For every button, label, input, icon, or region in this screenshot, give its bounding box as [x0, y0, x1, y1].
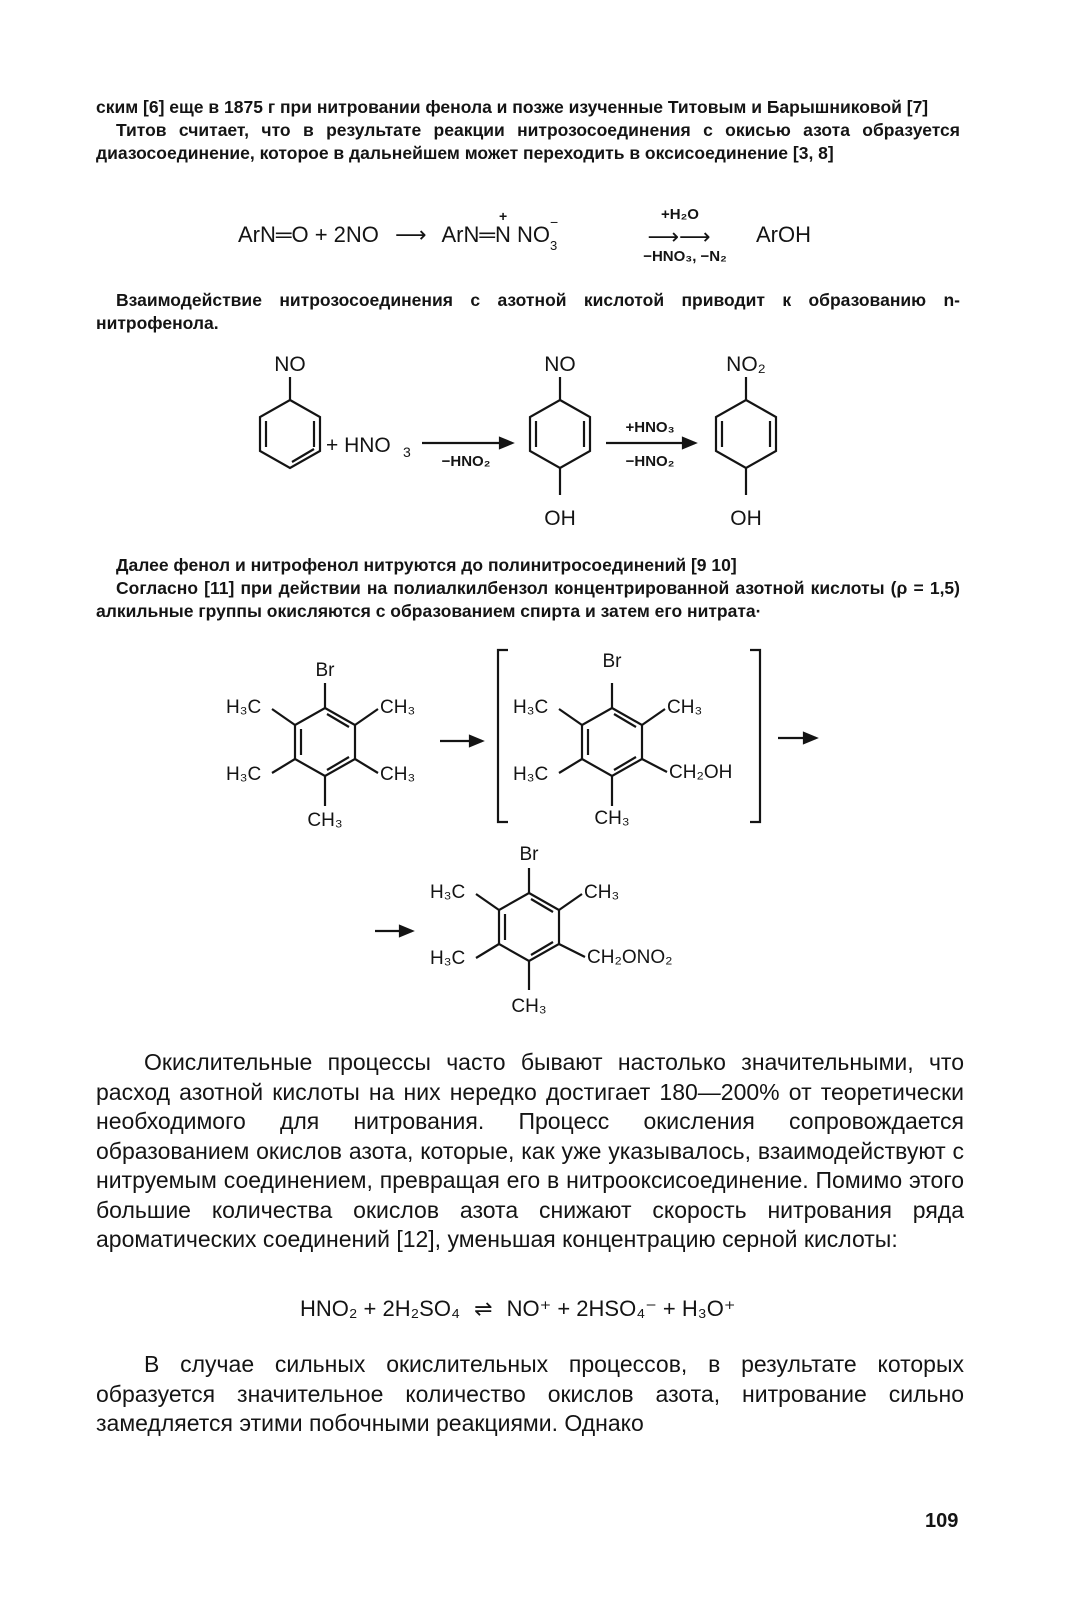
label-plus-hno3: + HNO [326, 434, 391, 457]
equilibrium-arrow: ⇌ [474, 1296, 493, 1321]
text-block: Окислительные процессы часто бывают настолько значительными, что расход азотной кислоты на них нередко достигает 180—200% от теоретически необходимого для нитрования. Процесс окисления сопровождается образованием окислов азота, которые, как уже указывалось, взаимодействуют с нитруемым соединением, превращая его в нитрооксисоединение. Помимо этого большие количества окислов азота снижают скорость нитрования ряда ароматических соединений [12], уменьшая концентрацию серной кислоты: [96, 1049, 964, 1252]
paragraph-nitrophenol: Взаимодействие нитрозосоединения с азотной кислотой приводит к образованию n-нитрофенола. [96, 290, 960, 333]
text-line: Согласно [11] при действии на полиалкилбензол концентрированной азотной кислоты (ρ = 1,5) алкильные группы окисляются с образованием спирта и затем его нитрата· [96, 578, 960, 621]
label-ch3: CH₃ [511, 996, 547, 1017]
paragraph-conclusion [96, 1350, 964, 1439]
label-h3c: H₃C [513, 764, 549, 785]
eq-right: ArOH [756, 222, 811, 247]
long-arrow: ⟶⟶ [647, 224, 711, 249]
label-h3c: H₃C [226, 764, 262, 785]
label-h3c: H₃C [226, 697, 262, 718]
label-h3c: H₃C [513, 697, 549, 718]
equation-hno2 [300, 1296, 735, 1322]
benzene-ring [260, 400, 320, 468]
text-line: Титов считает, что в результате реакции нитрозосоединения с окисью азота образуется диазосоединение, которое в дальнейшем может переходить в оксисоединение [3, 8] [96, 120, 960, 163]
eq-left: ArN═O + 2NO [238, 222, 379, 247]
arrow-over-text: +H₂O [661, 206, 699, 223]
eq-mid-no: NO [516, 222, 550, 247]
label-ch3: CH₃ [594, 808, 630, 829]
text-line: ским [6] еще в 1875 г при нитровании фенола и позже изученные Титовым и Барышниковой [7] [96, 97, 929, 117]
eq-mid: ArN═ [441, 222, 495, 247]
eq-sup: − [549, 214, 559, 230]
label-oh: OH [730, 507, 762, 530]
label-br: Br [315, 660, 335, 681]
label-h3c: H₃C [430, 882, 466, 903]
eq-sub: 3 [549, 238, 558, 253]
label-minus-hno2: −HNO₂ [441, 453, 491, 470]
label-no: NO [544, 353, 576, 376]
label-ch2oh: CH₂OH [669, 762, 733, 783]
label-br: Br [602, 651, 622, 672]
label-br: Br [519, 844, 539, 865]
label-h3c: H₃C [430, 948, 466, 969]
label-sub: 3 [403, 444, 411, 460]
eq-right: NO⁺ + 2HSO₄⁻ + H₃O⁺ [506, 1296, 736, 1321]
label-ch3: CH₃ [380, 764, 416, 785]
label-no2: NO₂ [726, 353, 766, 376]
label-ch2ono2: CH₂ONO₂ [587, 947, 673, 968]
label-ch3: CH₃ [667, 697, 703, 718]
eq-mid-n: N + [494, 208, 511, 247]
text-line: Далее фенол и нитрофенол нитруются до полинитросоединений [9 10] [116, 555, 737, 575]
arrow-under-text: −HNO₃, −N₂ [643, 248, 727, 265]
label-oh: OH [544, 507, 576, 530]
paragraph-polyalkyl [96, 554, 960, 623]
label-plus-hno3: +HNO₃ [625, 419, 675, 436]
label-ch3: CH₃ [307, 810, 343, 831]
text-block: В случае сильных окислительных процессов, в результате которых образуется значительное количество окислов азота, нитрование сильно замедляется этими побочными реакциями. Однако [96, 1351, 964, 1436]
label-ch3: CH₃ [584, 882, 620, 903]
label-ch3: CH₃ [380, 697, 416, 718]
label-no: NO [274, 353, 306, 376]
eq-left: HNO₂ + 2H₂SO₄ [300, 1296, 460, 1321]
label-minus-hno2: −HNO₂ [625, 453, 675, 470]
arrow: ⟶ [395, 222, 427, 247]
paragraph-oxidation [96, 1048, 964, 1255]
page-number: 109 [925, 1510, 959, 1532]
